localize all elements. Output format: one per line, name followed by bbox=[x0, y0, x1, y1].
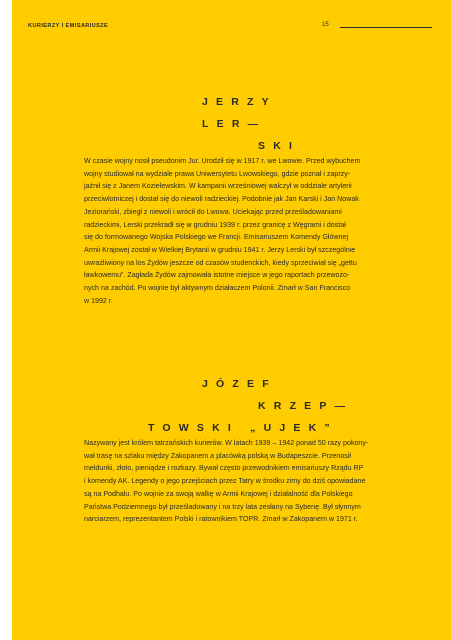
heading-line: LER— bbox=[202, 118, 267, 130]
text-line: Armii Krajowej został w Wielkiej Brytanii w grudniu 1941 r. Jerzy Lerski był szczególnie bbox=[84, 245, 356, 254]
text-line: przeciwlotniczej i dostał się do niewoli radzieckiej. Podobnie jak Jan Karski i Jan Nowak bbox=[84, 195, 359, 204]
biography-paragraph bbox=[84, 437, 368, 526]
text-line: radzieckimi, Lerski przekradł się w grudniu 1939 r. przez granicę z Węgrami i dostał bbox=[84, 220, 346, 229]
text-line: narciarzem, reprezentantem Polski i ratownikiem TOPR. Zmarł w Zakopanem w 1971 r. bbox=[84, 515, 358, 524]
text-line: się do formowanego Wojska Polskiego we Francji. Emisariuszem Komendy Głównej bbox=[84, 233, 349, 242]
text-line: wał trasę na szlaku między Zakopanem a placówką polską w Budapeszcie. Przenosił bbox=[84, 451, 351, 460]
section-label: KURIERZY I EMISARIUSZE bbox=[28, 23, 109, 29]
text-line: meldunki, złoto, pieniądze i rozkazy. Bywał często przewodnikiem emisariuszy Rządu RP bbox=[84, 464, 364, 473]
heading-line: KRZEP— bbox=[258, 400, 354, 412]
heading-line: JERZY bbox=[202, 96, 277, 108]
text-line: nych na zachód. Po wojnie był aktywnym działaczem Polonii. Zmarł w San Francisco bbox=[84, 284, 351, 293]
text-line: uwrażliwiony na los Żydów jeszcze od czasów studenckich, kiedy sprzeciwiał się „gettu bbox=[84, 258, 357, 267]
text-line: i komendy AK. Legendy o jego przejściach przez Tatry w środku zimy do dziś opowiadane bbox=[84, 477, 366, 486]
text-line: w 1992 r. bbox=[84, 296, 113, 305]
heading-line: SKI bbox=[258, 140, 301, 152]
page-margin bbox=[0, 0, 12, 640]
page-number: 15 bbox=[322, 22, 329, 28]
text-line: jaźnił się z Janem Kozielewskim. W kampanii wrześniowej walczył w oddziale artylerii bbox=[84, 182, 352, 191]
text-line: Państwa Podziemnego był prześladowany i na trzy lata zesłany na Syberię. Był słynnym bbox=[84, 502, 361, 511]
text-line: Jeziorański, zbiegł z niewoli i wrócił do Lwowa. Uciekając przed prześladowaniami bbox=[84, 207, 342, 216]
text-line: W czasie wojny nosił pseudonim Jur. Urodził się w 1917 r. we Lwowie. Przed wybuchem bbox=[84, 157, 361, 165]
text-line: są na Podhalu. Po wojnie za swoją walkę w Armii Krajowej i działalność dla Polskiego bbox=[84, 489, 353, 498]
heading-line: JÓZEF bbox=[202, 378, 277, 390]
text-line: wojny studiował na wydziale prawa Uniwersytetu Lwowskiego, gdzie poznał i zaprzy- bbox=[84, 169, 351, 178]
text-line: Nazywany jest królem tatrzańskich kurierów. W latach 1939 – 1942 ponad 50 razy pokony- bbox=[84, 439, 369, 447]
header-rule bbox=[340, 27, 432, 28]
biography-paragraph bbox=[84, 155, 360, 307]
text-line: ławkowemu”. Zagłada Żydów zajmowała istotne miejsce w jego raportach przewożo- bbox=[84, 271, 350, 280]
heading-line: TOWSKI „UJEK” bbox=[148, 422, 338, 434]
